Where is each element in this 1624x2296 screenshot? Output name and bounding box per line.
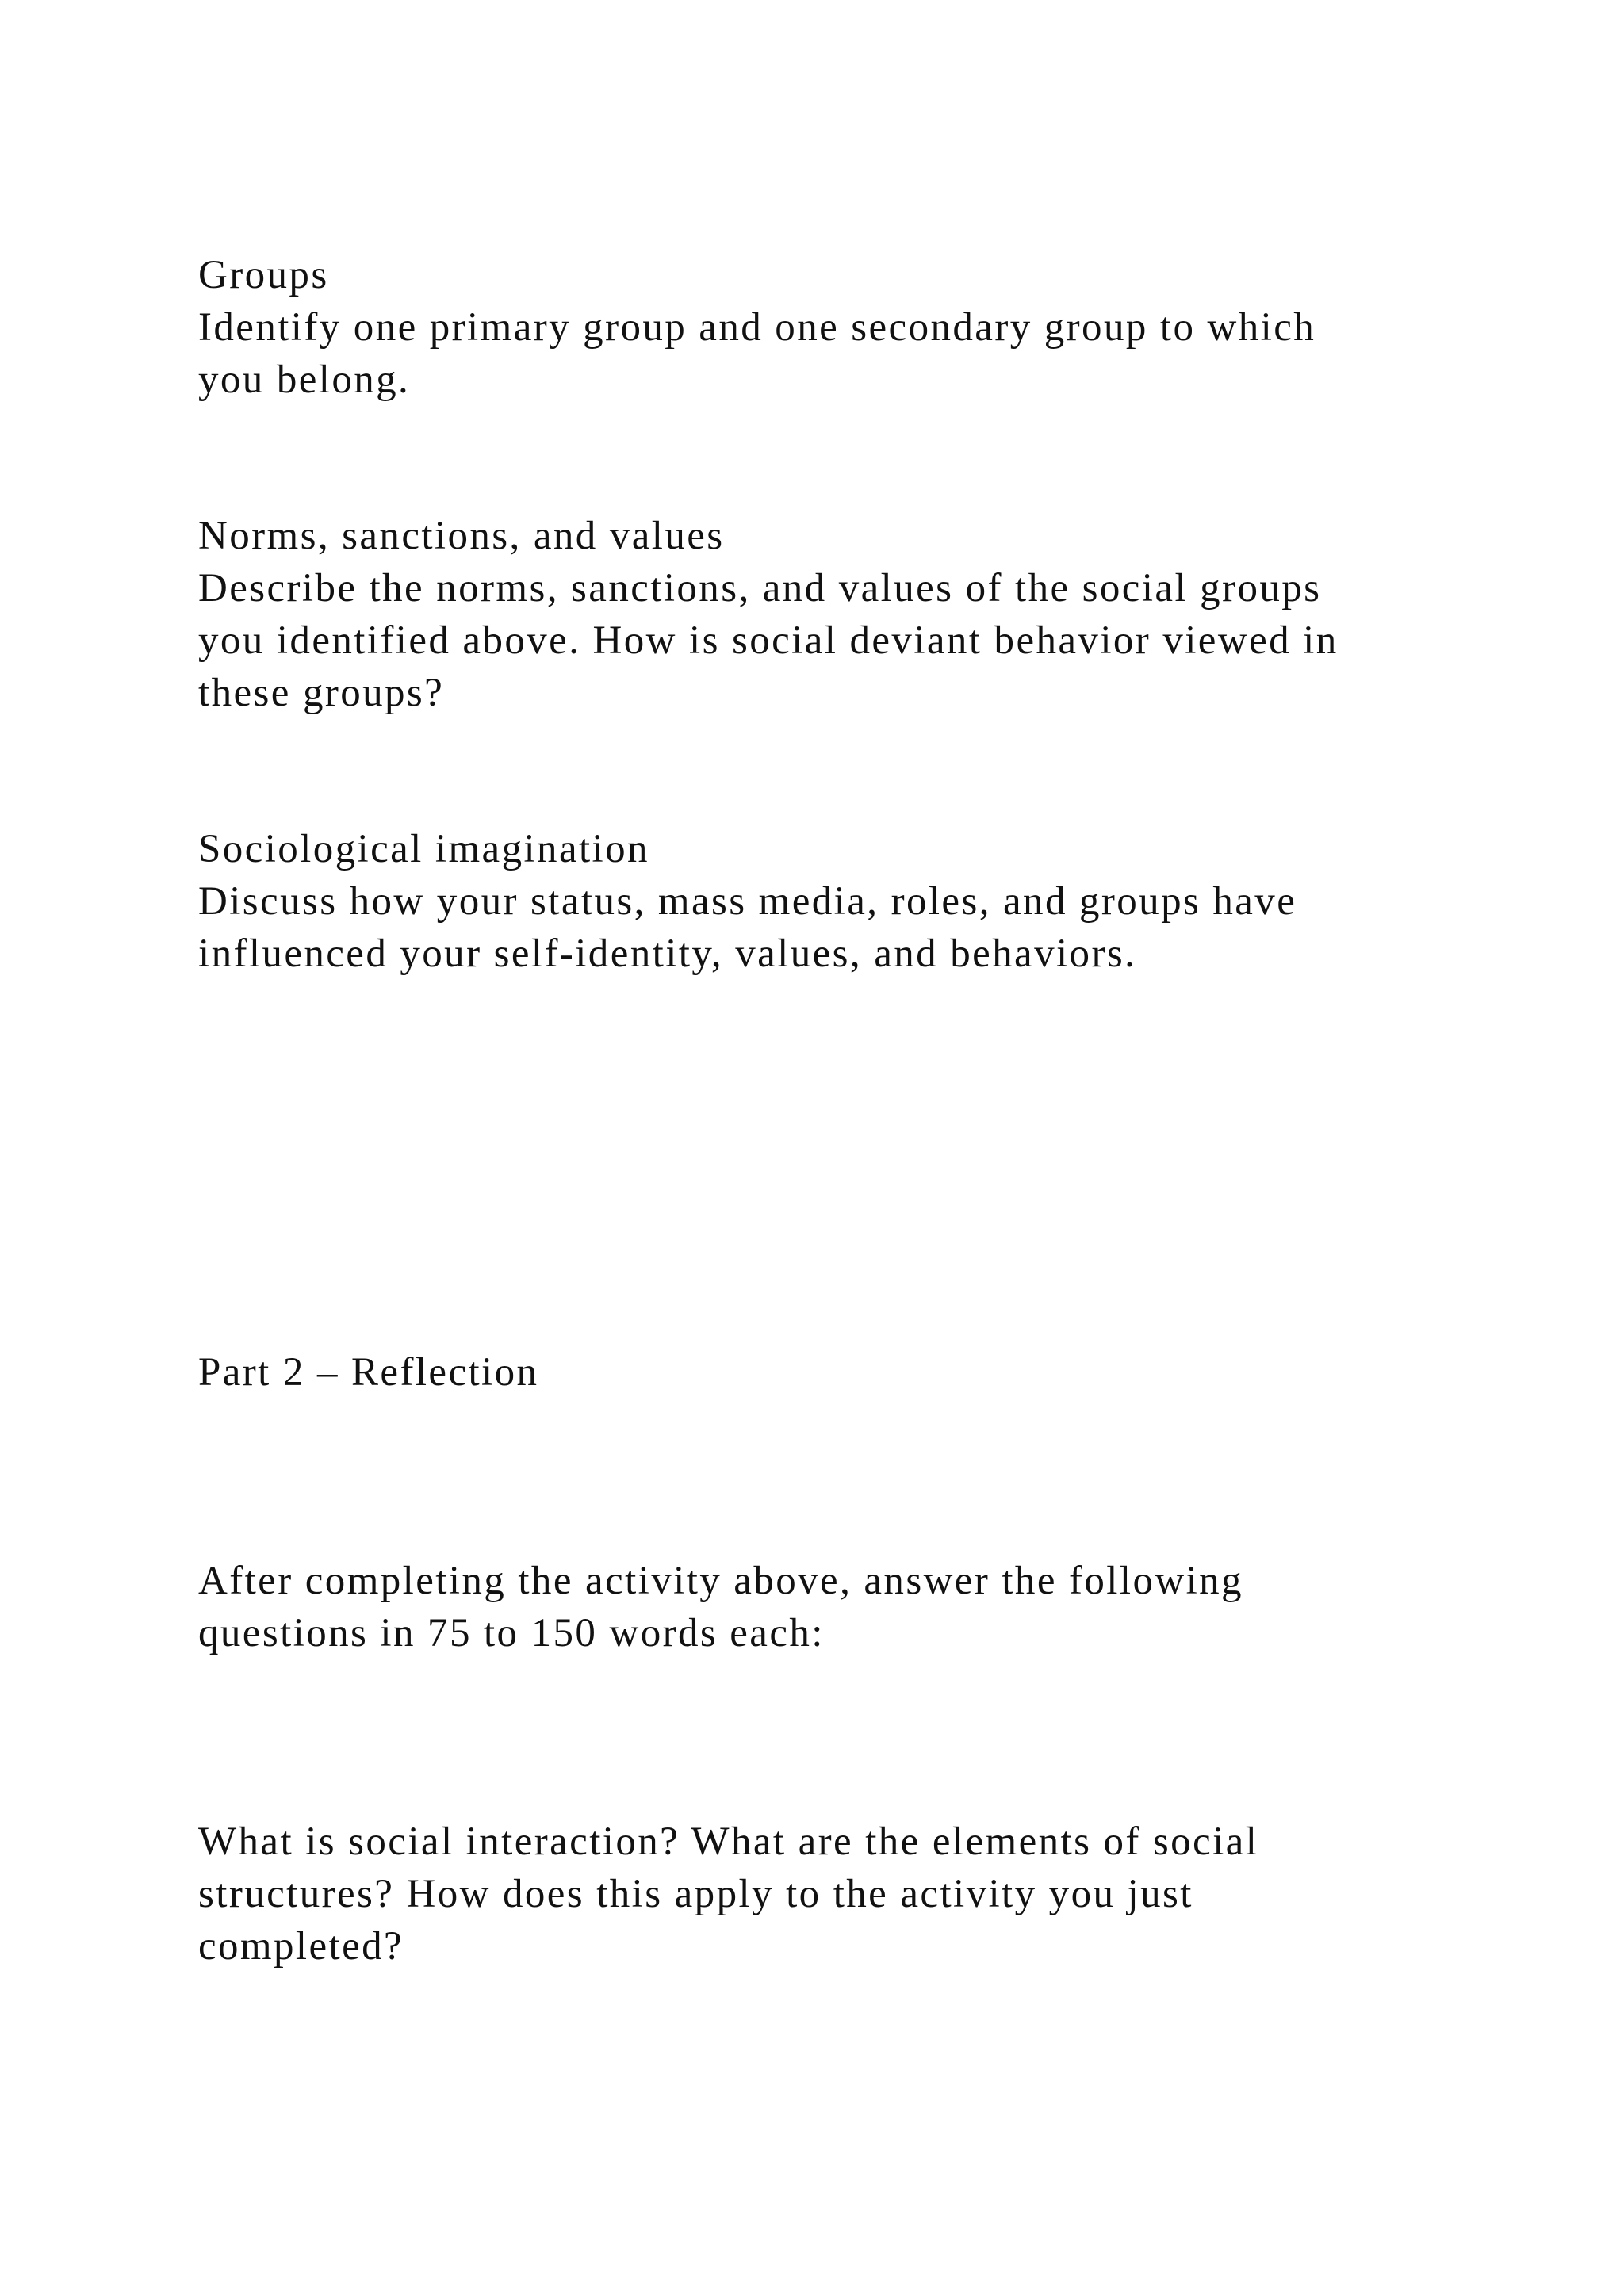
norms-text-line-2: you identified above. How is social deviant behavior viewed in <box>198 618 1339 663</box>
question1-line-2: structures? How does this apply to the activity you just <box>198 1872 1193 1916</box>
part2-heading: Part 2 – Reflection <box>198 1350 539 1395</box>
question1-line-3: completed? <box>198 1924 404 1969</box>
instructions-line-2: questions in 75 to 150 words each: <box>198 1611 825 1655</box>
imagination-heading: Sociological imagination <box>198 827 649 871</box>
imagination-text-line-2: influenced your self-identity, values, and behaviors. <box>198 932 1137 976</box>
norms-heading: Norms, sanctions, and values <box>198 514 725 558</box>
groups-text-line-1: Identify one primary group and one secondary group to which <box>198 305 1316 350</box>
question1-line-1: What is social interaction? What are the elements of social <box>198 1820 1259 1864</box>
norms-text-line-1: Describe the norms, sanctions, and values of the social groups <box>198 566 1322 610</box>
instructions-line-1: After completing the activity above, answer the following <box>198 1559 1243 1603</box>
groups-heading: Groups <box>198 253 329 297</box>
norms-text-line-3: these groups? <box>198 671 445 715</box>
groups-text-line-2: you belong. <box>198 358 411 402</box>
imagination-text-line-1: Discuss how your status, mass media, roles, and groups have <box>198 879 1297 924</box>
